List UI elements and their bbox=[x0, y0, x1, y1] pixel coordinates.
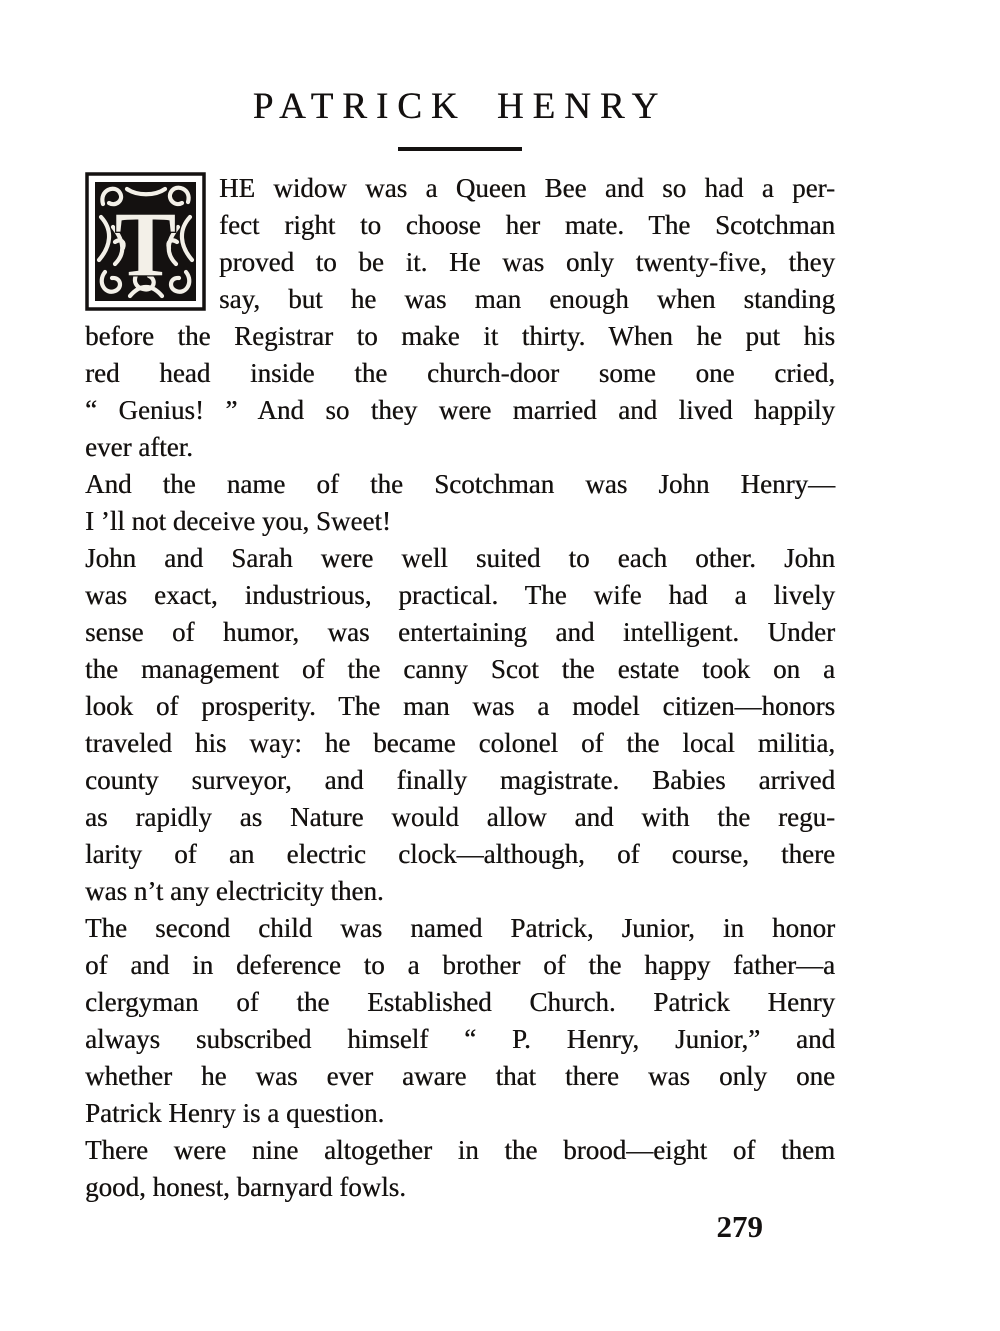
text-line: good, honest, barnyard fowls. bbox=[85, 1172, 406, 1202]
text-line: red head inside the church-door some one cried, bbox=[85, 358, 835, 388]
paragraph bbox=[85, 1132, 835, 1206]
text-line: I ’ll not deceive you, Sweet! bbox=[85, 506, 391, 536]
text-line: was exact, industrious, practical. The wife had a lively bbox=[85, 580, 835, 610]
text-line: county surveyor, and finally magistrate. Babies arrived bbox=[85, 765, 835, 795]
text-line: look of prosperity. The man was a model citizen—honors bbox=[85, 691, 835, 721]
text-line: as rapidly as Nature would allow and with the regu- bbox=[85, 802, 835, 832]
text-line: HE widow was a Queen Bee and so had a per- bbox=[219, 173, 835, 203]
text-line: whether he was ever aware that there was only one bbox=[85, 1061, 835, 1091]
text-line: traveled his way: he became colonel of the local militia, bbox=[85, 728, 835, 758]
text-line: There were nine altogether in the brood—eight of them bbox=[85, 1135, 835, 1165]
paragraph bbox=[85, 466, 835, 540]
text-column bbox=[85, 0, 835, 1245]
page-number: 279 bbox=[716, 1209, 763, 1244]
text-line: always subscribed himself “ P. Henry, Junior,” and bbox=[85, 1024, 835, 1054]
text-line: fect right to choose her mate. The Scotchman bbox=[219, 210, 835, 240]
text-line: clergyman of the Established Church. Patrick Henry bbox=[85, 987, 835, 1017]
text-line: ever after. bbox=[85, 432, 193, 462]
paragraph bbox=[85, 540, 835, 910]
text-line: the management of the canny Scot the estate took on a bbox=[85, 654, 835, 684]
text-line: John and Sarah were well suited to each other. John bbox=[85, 543, 835, 573]
body-text bbox=[85, 170, 835, 1206]
text-line: larity of an electric clock—although, of course, there bbox=[85, 839, 835, 869]
drop-cap-letter: T bbox=[114, 193, 177, 295]
paragraph bbox=[85, 170, 835, 466]
text-line: “ Genius! ” And so they were married and lived happily bbox=[85, 395, 835, 425]
page-title: PATRICK HENRY bbox=[252, 86, 668, 127]
text-line: of and in deference to a brother of the happy father—a bbox=[85, 950, 835, 980]
text-line: Patrick Henry is a question. bbox=[85, 1098, 385, 1128]
text-line: sense of humor, was entertaining and intelligent. Under bbox=[85, 617, 835, 647]
text-line: was n’t any electricity then. bbox=[85, 876, 384, 906]
text-line: The second child was named Patrick, Junior, in honor bbox=[85, 913, 835, 943]
text-line: proved to be it. He was only twenty-five, they bbox=[219, 247, 835, 277]
drop-cap-ornament bbox=[85, 172, 206, 311]
text-line: say, but he was man enough when standing bbox=[219, 284, 835, 314]
text-line: before the Registrar to make it thirty. When he put his bbox=[85, 321, 835, 351]
title-rule-divider bbox=[398, 147, 522, 151]
text-line: And the name of the Scotchman was John Henry— bbox=[85, 469, 835, 499]
drop-cap-initial bbox=[85, 172, 206, 311]
paragraph bbox=[85, 910, 835, 1132]
